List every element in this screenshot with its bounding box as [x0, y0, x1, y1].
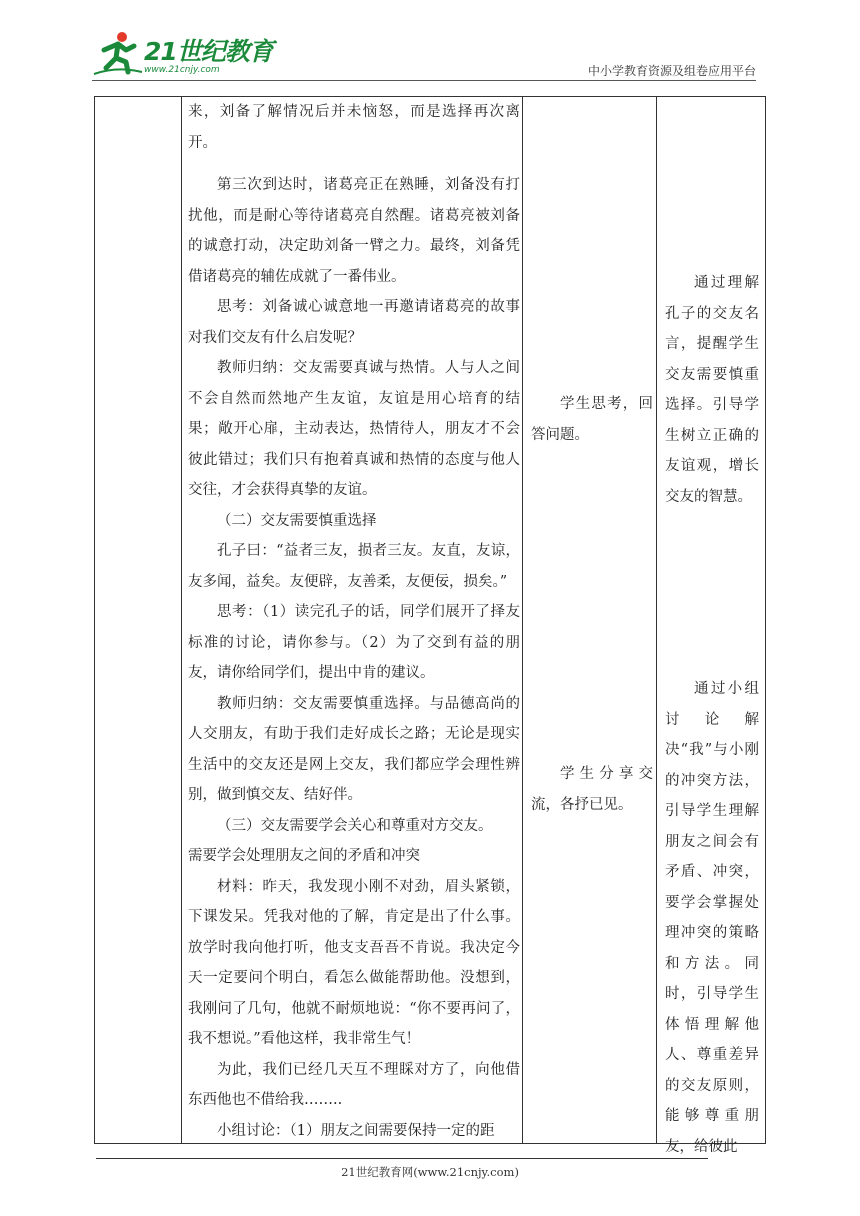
site-logo[interactable]: [92, 30, 273, 78]
student-activity-cell: [531, 389, 653, 450]
teaching-content-cell: [188, 97, 520, 1146]
page-header: [0, 0, 860, 80]
activity-text: 学生思考，回答问题。: [531, 396, 653, 443]
content-paragraph: 材料：昨天，我发现小刚不对劲，眉头紧锁，下课发呆。凭我对他的了解，肯定是出了什么事。放学时我向他打听，他支支吾吾不肯说。我决定今天一定要问个明白，看怎么做能帮助他。没想到，我刚问了几句，他就不耐烦地说：“你不要再问了，我不想说。”看他这样，我非常生气！: [188, 878, 520, 1047]
content-paragraph: 思考：（1）读完孔子的话，同学们展开了择友标准的讨论，请你参与。（2）为了交到有益的朋友，请你给同学们，提出中肯的建议。: [188, 604, 520, 681]
lesson-table: [94, 96, 766, 1155]
design-intent-text: 通过理解孔子的交友名言，提醒学生交友需要慎重选择。引导学生树立正确的友谊观，增长交友的智慧。: [665, 275, 759, 505]
content-paragraph: 思考：刘备诚心诚意地一再邀请诸葛亮的故事对我们交友有什么启发呢？: [188, 299, 520, 346]
logo-text: 21世纪教育: [144, 37, 273, 66]
footer-divider: [96, 1158, 708, 1159]
design-intent-cell: [665, 674, 759, 1162]
content-paragraph: 来，刘备了解情况后并未恼怒，而是选择再次离开。: [188, 104, 520, 151]
design-intent-text: 通过小组讨论解决“我”与小刚的冲突方法，引导学生理解朋友之间会有矛盾、冲突，要学会掌握处理冲突的策略和方法。同时，引导学生体悟理解他人、尊重差异的交友原则，能够尊重朋友，给彼此: [665, 681, 759, 1155]
platform-name: 中小学教育资源及组卷应用平台: [587, 64, 756, 78]
content-paragraph: 教师归纳：交友需要真诚与热情。人与人之间不会自然而然地产生友谊，友谊是用心培育的结果；敞开心扉，主动表达，热情待人，朋友才不会彼此错过；我们只有抱着真诚和热情的态度与他人交往，才会获得真挚的友谊。: [188, 360, 520, 498]
logo-url: www.21cnjy.com: [144, 65, 220, 75]
section-heading: （二）交友需要慎重选择: [217, 512, 377, 529]
activity-text: 学生分享交流，各抒已见。: [531, 766, 653, 813]
section-heading: （三）交友需要学会关心和尊重对方交友。: [217, 817, 493, 834]
design-intent-cell: [665, 268, 759, 512]
content-paragraph: 需要学会处理朋友之间的矛盾和冲突: [188, 848, 420, 864]
page-footer: 21世纪教育网(www.21cnjy.com): [341, 1165, 519, 1179]
content-paragraph: 为此，我们已经几天互不理睬对方了，向他借东西他也不借给我……..: [188, 1061, 520, 1108]
content-paragraph: 第三次到达时，诸葛亮正在熟睡，刘备没有打扰他，而是耐心等待诸葛亮自然醒。诸葛亮被刘备的诚意打动，决定助刘备一臂之力。最终，刘备凭借诸葛亮的辅佐成就了一番伟业。: [188, 177, 520, 285]
content-paragraph: 小组讨论：（1）朋友之间需要保持一定的距: [217, 1122, 495, 1139]
content-paragraph: 教师归纳：交友需要慎重选择。与品德高尚的人交朋友，有助于我们走好成长之路；无论是现实生活中的交友还是网上交友，我们都应学会理性辨别，做到慎交友、结好伴。: [188, 695, 520, 803]
content-paragraph: 孔子曰：“益者三友，损者三友。友直，友谅，友多闻，益矣。友便辟，友善柔，友便佞，损矣。”: [188, 543, 520, 590]
column-divider: [181, 97, 182, 1143]
student-activity-cell: [531, 759, 653, 820]
running-figure-icon: [92, 30, 144, 76]
column-divider: [656, 97, 657, 1143]
column-divider: [522, 97, 523, 1143]
header-divider: [92, 80, 756, 81]
